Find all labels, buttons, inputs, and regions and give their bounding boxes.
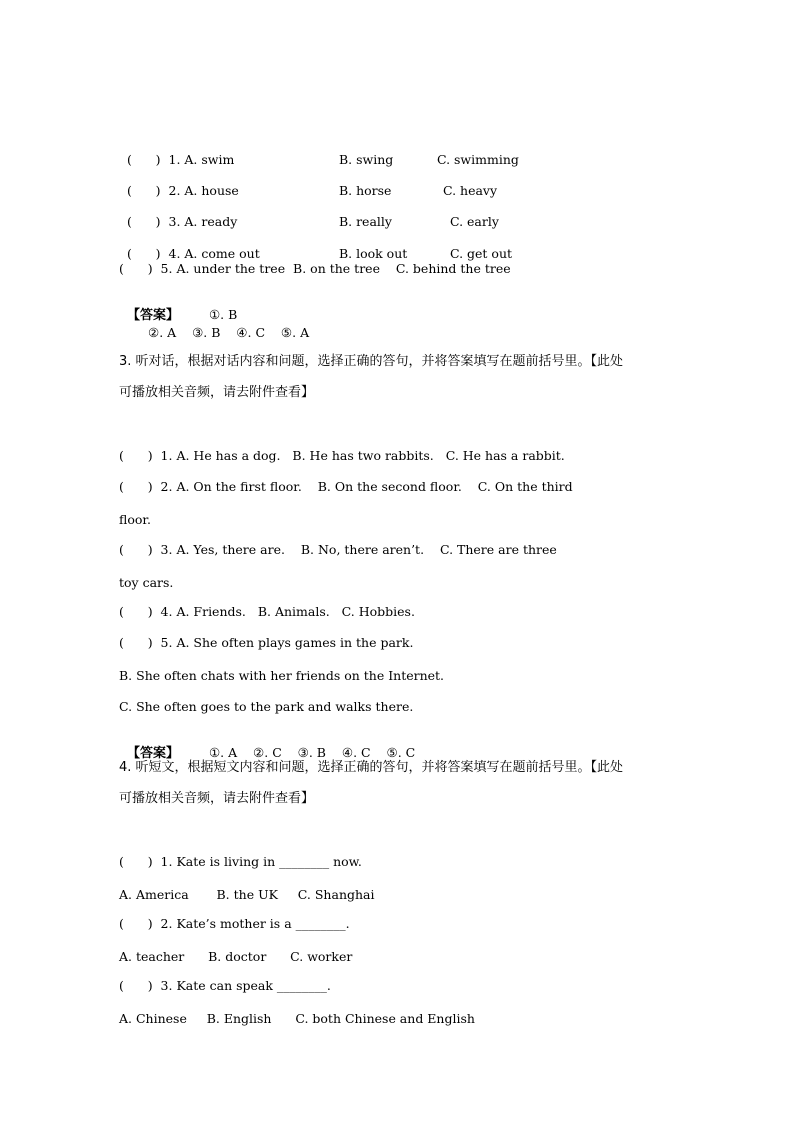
s2-q2-b: B. horse (338, 183, 392, 198)
s2-question-2 (119, 167, 497, 199)
s4-title-line-2: 可播放相关音频，请去附件查看】 (119, 791, 315, 806)
s2-q3-a: ( ) 3. A. ready (126, 214, 238, 229)
s3-question-5: ( ) 5. A. She often plays games in the park. (119, 635, 414, 650)
s2-question-1 (119, 136, 519, 168)
s4-question-2: ( ) 2. Kate’s mother is a ________. (119, 916, 350, 931)
s3-answer-row (119, 729, 415, 762)
s3-title-line-2: 可播放相关音频，请去附件查看】 (119, 385, 315, 400)
s3-question-1: ( ) 1. A. He has a dog. B. He has two rabbits. C. He has a rabbit. (119, 448, 565, 463)
s2-question-3 (119, 198, 499, 230)
s3-question-3: ( ) 3. A. Yes, there are. B. No, there aren’t. C. There are three (119, 542, 557, 557)
s2-answer-row (119, 291, 237, 324)
s2-answer-1: ①. B (208, 307, 238, 322)
s2-q4-c: C. get out (449, 246, 513, 261)
s2-question-5: ( ) 5. A. under the tree B. on the tree C. behind the tree (119, 261, 511, 276)
s2-q1-c: C. swimming (436, 152, 519, 167)
s3-answer-label: 【答案】 (126, 746, 179, 761)
s2-answer-label: 【答案】 (126, 308, 179, 323)
s2-q4-b: B. look out (338, 246, 408, 261)
s2-answer-rest: ②. A ③. B ④. C ⑤. A (148, 325, 310, 340)
s4-question-1: ( ) 1. Kate is living in ________ now. (119, 854, 362, 869)
s4-question-2-options: A. teacher B. doctor C. worker (119, 949, 353, 964)
s4-question-3-options: A. Chinese B. English C. both Chinese and English (119, 1011, 475, 1026)
s2-question-4 (119, 230, 512, 262)
s2-q1-b: B. swing (338, 152, 394, 167)
s4-question-3: ( ) 3. Kate can speak ________. (119, 978, 331, 993)
s3-question-3-cont: toy cars. (119, 575, 174, 590)
s2-q2-a: ( ) 2. A. house (126, 183, 239, 198)
s3-question-5-option-b: B. She often chats with her friends on the Internet. (119, 668, 445, 683)
s3-question-2: ( ) 2. A. On the first floor. B. On the second floor. C. On the third (119, 479, 573, 494)
s3-question-2-cont: floor. (119, 512, 151, 527)
s3-answers: ①. A ②. C ③. B ④. C ⑤. C (208, 745, 416, 760)
s3-question-4: ( ) 4. A. Friends. B. Animals. C. Hobbies. (119, 604, 415, 619)
s3-question-5-option-c: C. She often goes to the park and walks there. (119, 699, 414, 714)
s4-question-1-options: A. America B. the UK C. Shanghai (119, 887, 375, 902)
s2-q4-a: ( ) 4. A. come out (126, 246, 260, 261)
s2-q3-c: C. early (449, 214, 499, 229)
s2-q2-c: C. heavy (442, 183, 498, 198)
s2-q3-b: B. really (338, 214, 392, 229)
s4-title-line-1: 4. 听短文，根据短文内容和问题，选择正确的答句，并将答案填写在题前括号里。【此处 (119, 760, 624, 775)
s3-title-line-1: 3. 听对话，根据对话内容和问题，选择正确的答句，并将答案填写在题前括号里。【此处 (119, 354, 624, 369)
s2-q1-a: ( ) 1. A. swim (126, 152, 235, 167)
